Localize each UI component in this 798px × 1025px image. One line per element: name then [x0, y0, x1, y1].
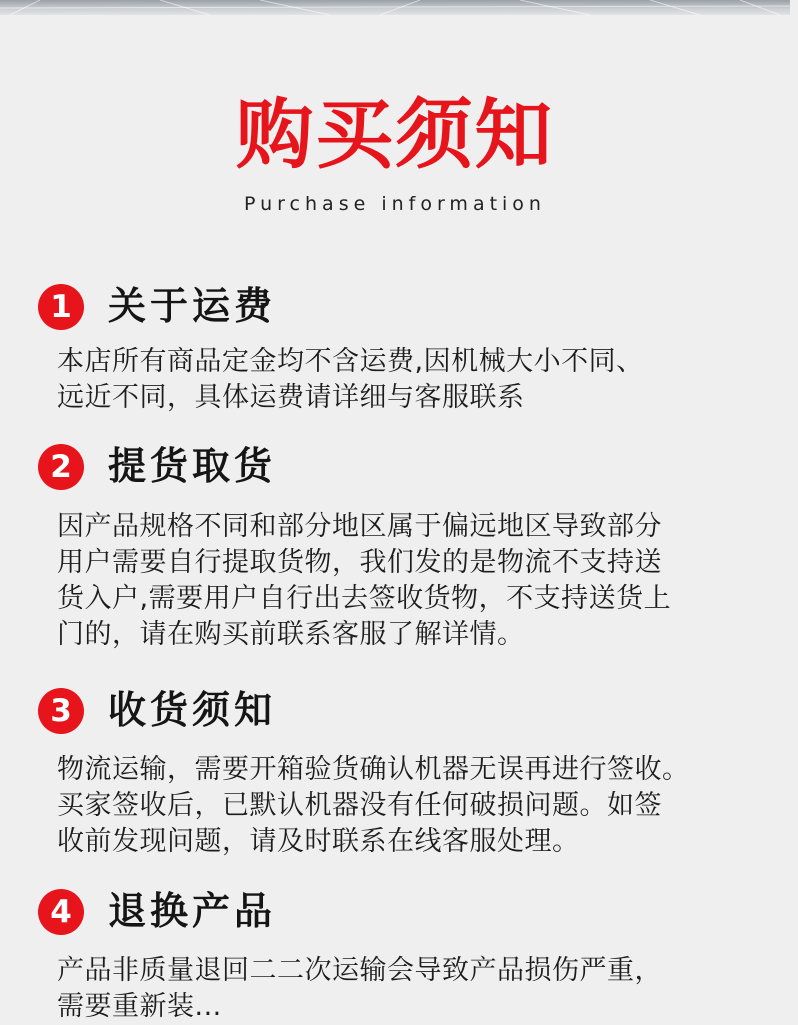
section-header [0, 444, 790, 490]
section-returns [0, 889, 790, 1022]
body-line: 本店所有商品定金均不含运费,因机械大小不同、 [57, 346, 644, 377]
body-line: 远近不同，具体运费请详细与客服联系 [57, 382, 525, 413]
section-header [0, 889, 790, 935]
body-line: 收前发现问题，请及时联系在线客服处理。 [57, 826, 580, 857]
section-body [57, 509, 767, 653]
header [0, 92, 790, 216]
section-body [57, 344, 767, 416]
body-line: 买家签收后，已默认机器没有任何破损问题。如签 [57, 790, 662, 821]
section-shipping-fee [0, 284, 790, 413]
body-line: 需要重新装... [57, 991, 222, 1022]
body-line: 因产品规格不同和部分地区属于偏远地区导致部分 [57, 511, 662, 542]
body-line: 门的，请在购买前联系客服了解详情。 [57, 619, 525, 650]
body-line: 产品非质量退回二二次运输会导致产品损伤严重， [57, 955, 662, 986]
section-receiving [0, 688, 790, 857]
section-pickup [0, 444, 790, 650]
section-header [0, 284, 790, 330]
body-line: 货入户,需要用户自行出去签收货物，不支持送货上 [57, 583, 672, 614]
section-title: 提货取货 [108, 444, 277, 488]
number-badge: 1 [38, 284, 84, 330]
number-badge: 4 [38, 889, 84, 935]
section-title: 退换产品 [108, 889, 277, 933]
section-title: 关于运费 [108, 284, 277, 328]
body-line: 用户需要自行提取货物，我们发的是物流不支持送 [57, 547, 662, 578]
page-subtitle: Purchase information [244, 193, 546, 215]
section-title: 收货须知 [108, 688, 277, 732]
number-badge: 2 [38, 444, 84, 490]
number-badge: 3 [38, 688, 84, 734]
top-banner-strip [0, 0, 790, 15]
section-header [0, 688, 790, 734]
section-body [57, 752, 767, 860]
body-line: 物流运输，需要开箱验货确认机器无误再进行签收。 [57, 754, 690, 785]
section-body [57, 953, 767, 1025]
page-title: 购买须知 [235, 90, 555, 179]
